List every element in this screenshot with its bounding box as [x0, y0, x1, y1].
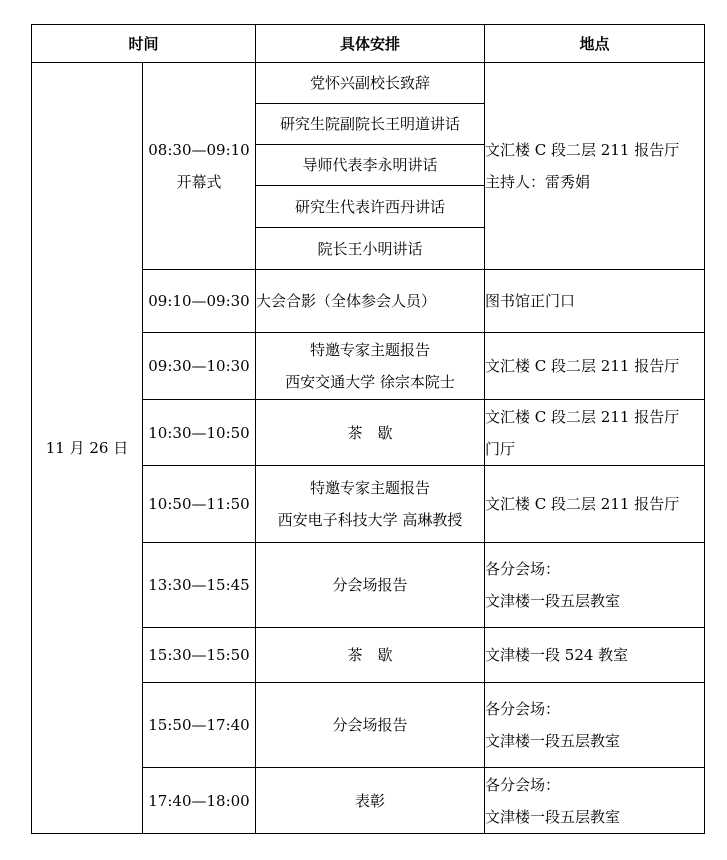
activity-cell	[256, 768, 485, 834]
opening-title: 开幕式	[176, 173, 222, 191]
location-line: 各分会场：	[485, 700, 561, 718]
location-line: 文津楼一段五层教室	[485, 592, 621, 610]
location-cell	[485, 628, 705, 683]
location-cell	[485, 400, 705, 466]
opening-host-line: 主持人：雷秀娟	[485, 173, 591, 191]
opening-location-cell	[485, 63, 705, 270]
time-cell: 13:30—15:45	[143, 543, 256, 628]
opening-item: 研究生院副院长王明道讲话	[256, 104, 485, 145]
header-location: 地点	[485, 25, 705, 63]
activity-cell	[256, 466, 485, 543]
activity-line: 西安交通大学 徐宗本院士	[285, 373, 455, 391]
activity-line: 分会场报告	[332, 576, 408, 594]
activity-line: 茶 歇	[347, 423, 393, 442]
activity-line: 大会合影（全体参会人员）	[256, 292, 437, 310]
location-line: 文津楼一段 524 教室	[485, 646, 629, 664]
time-cell: 17:40—18:00	[143, 768, 256, 834]
header-arrangement: 具体安排	[256, 25, 485, 63]
location-cell	[485, 270, 705, 333]
opening-item: 党怀兴副校长致辞	[256, 63, 485, 104]
location-line: 文汇楼 C 段二层 211 报告厅	[485, 357, 680, 375]
opening-item: 院长王小明讲话	[256, 228, 485, 270]
header-time: 时间	[32, 25, 256, 63]
opening-item: 导师代表李永明讲话	[256, 145, 485, 186]
activity-line: 特邀专家主题报告	[310, 479, 431, 497]
activity-cell	[256, 270, 485, 333]
location-line: 文津楼一段五层教室	[485, 807, 621, 826]
location-line: 文津楼一段五层教室	[485, 732, 621, 750]
location-cell	[485, 768, 705, 834]
location-cell	[485, 333, 705, 400]
activity-cell	[256, 400, 485, 466]
time-cell: 10:30—10:50	[143, 400, 256, 466]
location-line: 文汇楼 C 段二层 211 报告厅	[485, 407, 680, 426]
header-row	[32, 25, 705, 63]
activity-line: 分会场报告	[332, 716, 408, 734]
time-cell: 09:10—09:30	[143, 270, 256, 333]
activity-cell	[256, 683, 485, 768]
time-cell: 15:30—15:50	[143, 628, 256, 683]
location-cell	[485, 543, 705, 628]
date-cell: 11 月 26 日	[32, 63, 143, 834]
activity-line: 表彰	[355, 791, 386, 810]
time-cell: 09:30—10:30	[143, 333, 256, 400]
activity-line: 特邀专家主题报告	[310, 341, 431, 359]
location-line: 门厅	[485, 439, 516, 458]
opening-time: 08:30—09:10	[148, 141, 250, 159]
opening-time-cell	[143, 63, 256, 270]
opening-location-line: 文汇楼 C 段二层 211 报告厅	[485, 141, 680, 159]
activity-cell	[256, 543, 485, 628]
time-cell: 10:50—11:50	[143, 466, 256, 543]
location-line: 各分会场：	[485, 560, 561, 578]
location-cell	[485, 683, 705, 768]
location-line: 各分会场：	[485, 775, 561, 794]
activity-cell	[256, 628, 485, 683]
opening-item: 研究生代表许西丹讲话	[256, 186, 485, 228]
time-cell: 15:50—17:40	[143, 683, 256, 768]
table-row	[32, 63, 705, 104]
location-line: 文汇楼 C 段二层 211 报告厅	[485, 495, 680, 513]
location-line: 图书馆正门口	[485, 292, 576, 310]
activity-line: 茶 歇	[347, 646, 393, 664]
activity-line: 西安电子科技大学 高琳教授	[277, 511, 463, 529]
location-cell	[485, 466, 705, 543]
activity-cell	[256, 333, 485, 400]
schedule-table	[31, 24, 705, 834]
